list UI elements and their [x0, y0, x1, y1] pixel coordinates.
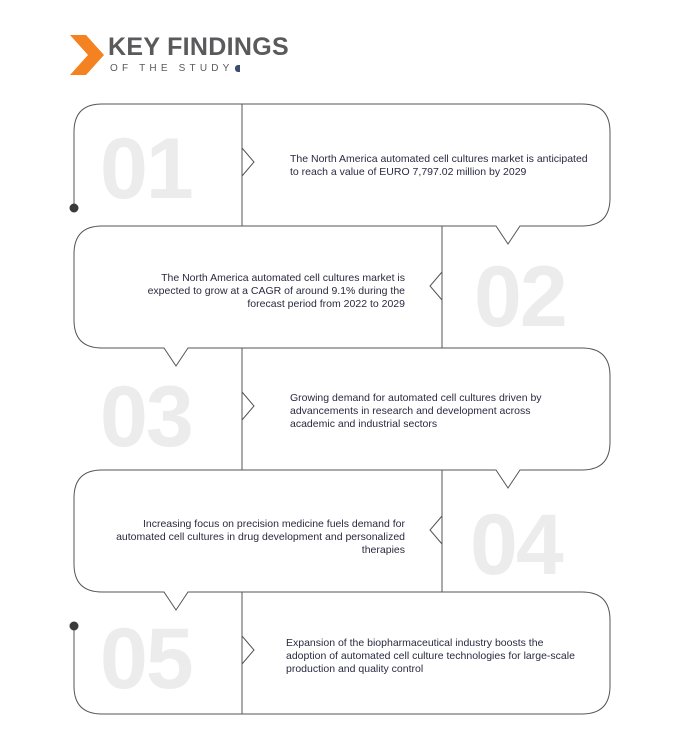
finding-number-3: 03 [100, 369, 192, 465]
finding-text-4: Increasing focus on precision medicine fuels demand for automated cell cultures in drug development and personalized therapies [116, 518, 405, 556]
finding-text-2: The North America automated cell cultures market is expected to grow at a CAGR of around 9.1% during the forecast period from 2022 to 2029 [147, 272, 405, 310]
divider-notch-3 [242, 392, 254, 420]
end-dot [70, 622, 79, 631]
finding-box-2-right-arc [442, 348, 610, 376]
page-subtitle: OF THE STUDY [110, 63, 240, 74]
divider-notch-5 [242, 636, 254, 664]
divider-notch-1 [242, 148, 254, 176]
divider-notch-4 [430, 516, 442, 544]
finding-text-3: Growing demand for automated cell cultures driven by advancements in research and development across academic and industrial sectors [290, 392, 542, 430]
finding-text-5: Expansion of the biopharmaceutical industry boosts the adoption of automated cell culture technologies for large-scale production and quality control [286, 637, 575, 675]
finding-number-4: 04 [470, 497, 562, 593]
finding-number-1: 01 [100, 121, 192, 217]
finding-number-5: 05 [100, 611, 192, 707]
divider-notch-2 [430, 272, 442, 300]
finding-number-2: 02 [474, 249, 566, 345]
finding-text-1: The North America automated cell cultures market is anticipated to reach a value of EURO 7,797.02 million by 2029 [290, 153, 588, 178]
page-title: KEY FINDINGS [108, 33, 289, 61]
start-dot [70, 204, 79, 213]
